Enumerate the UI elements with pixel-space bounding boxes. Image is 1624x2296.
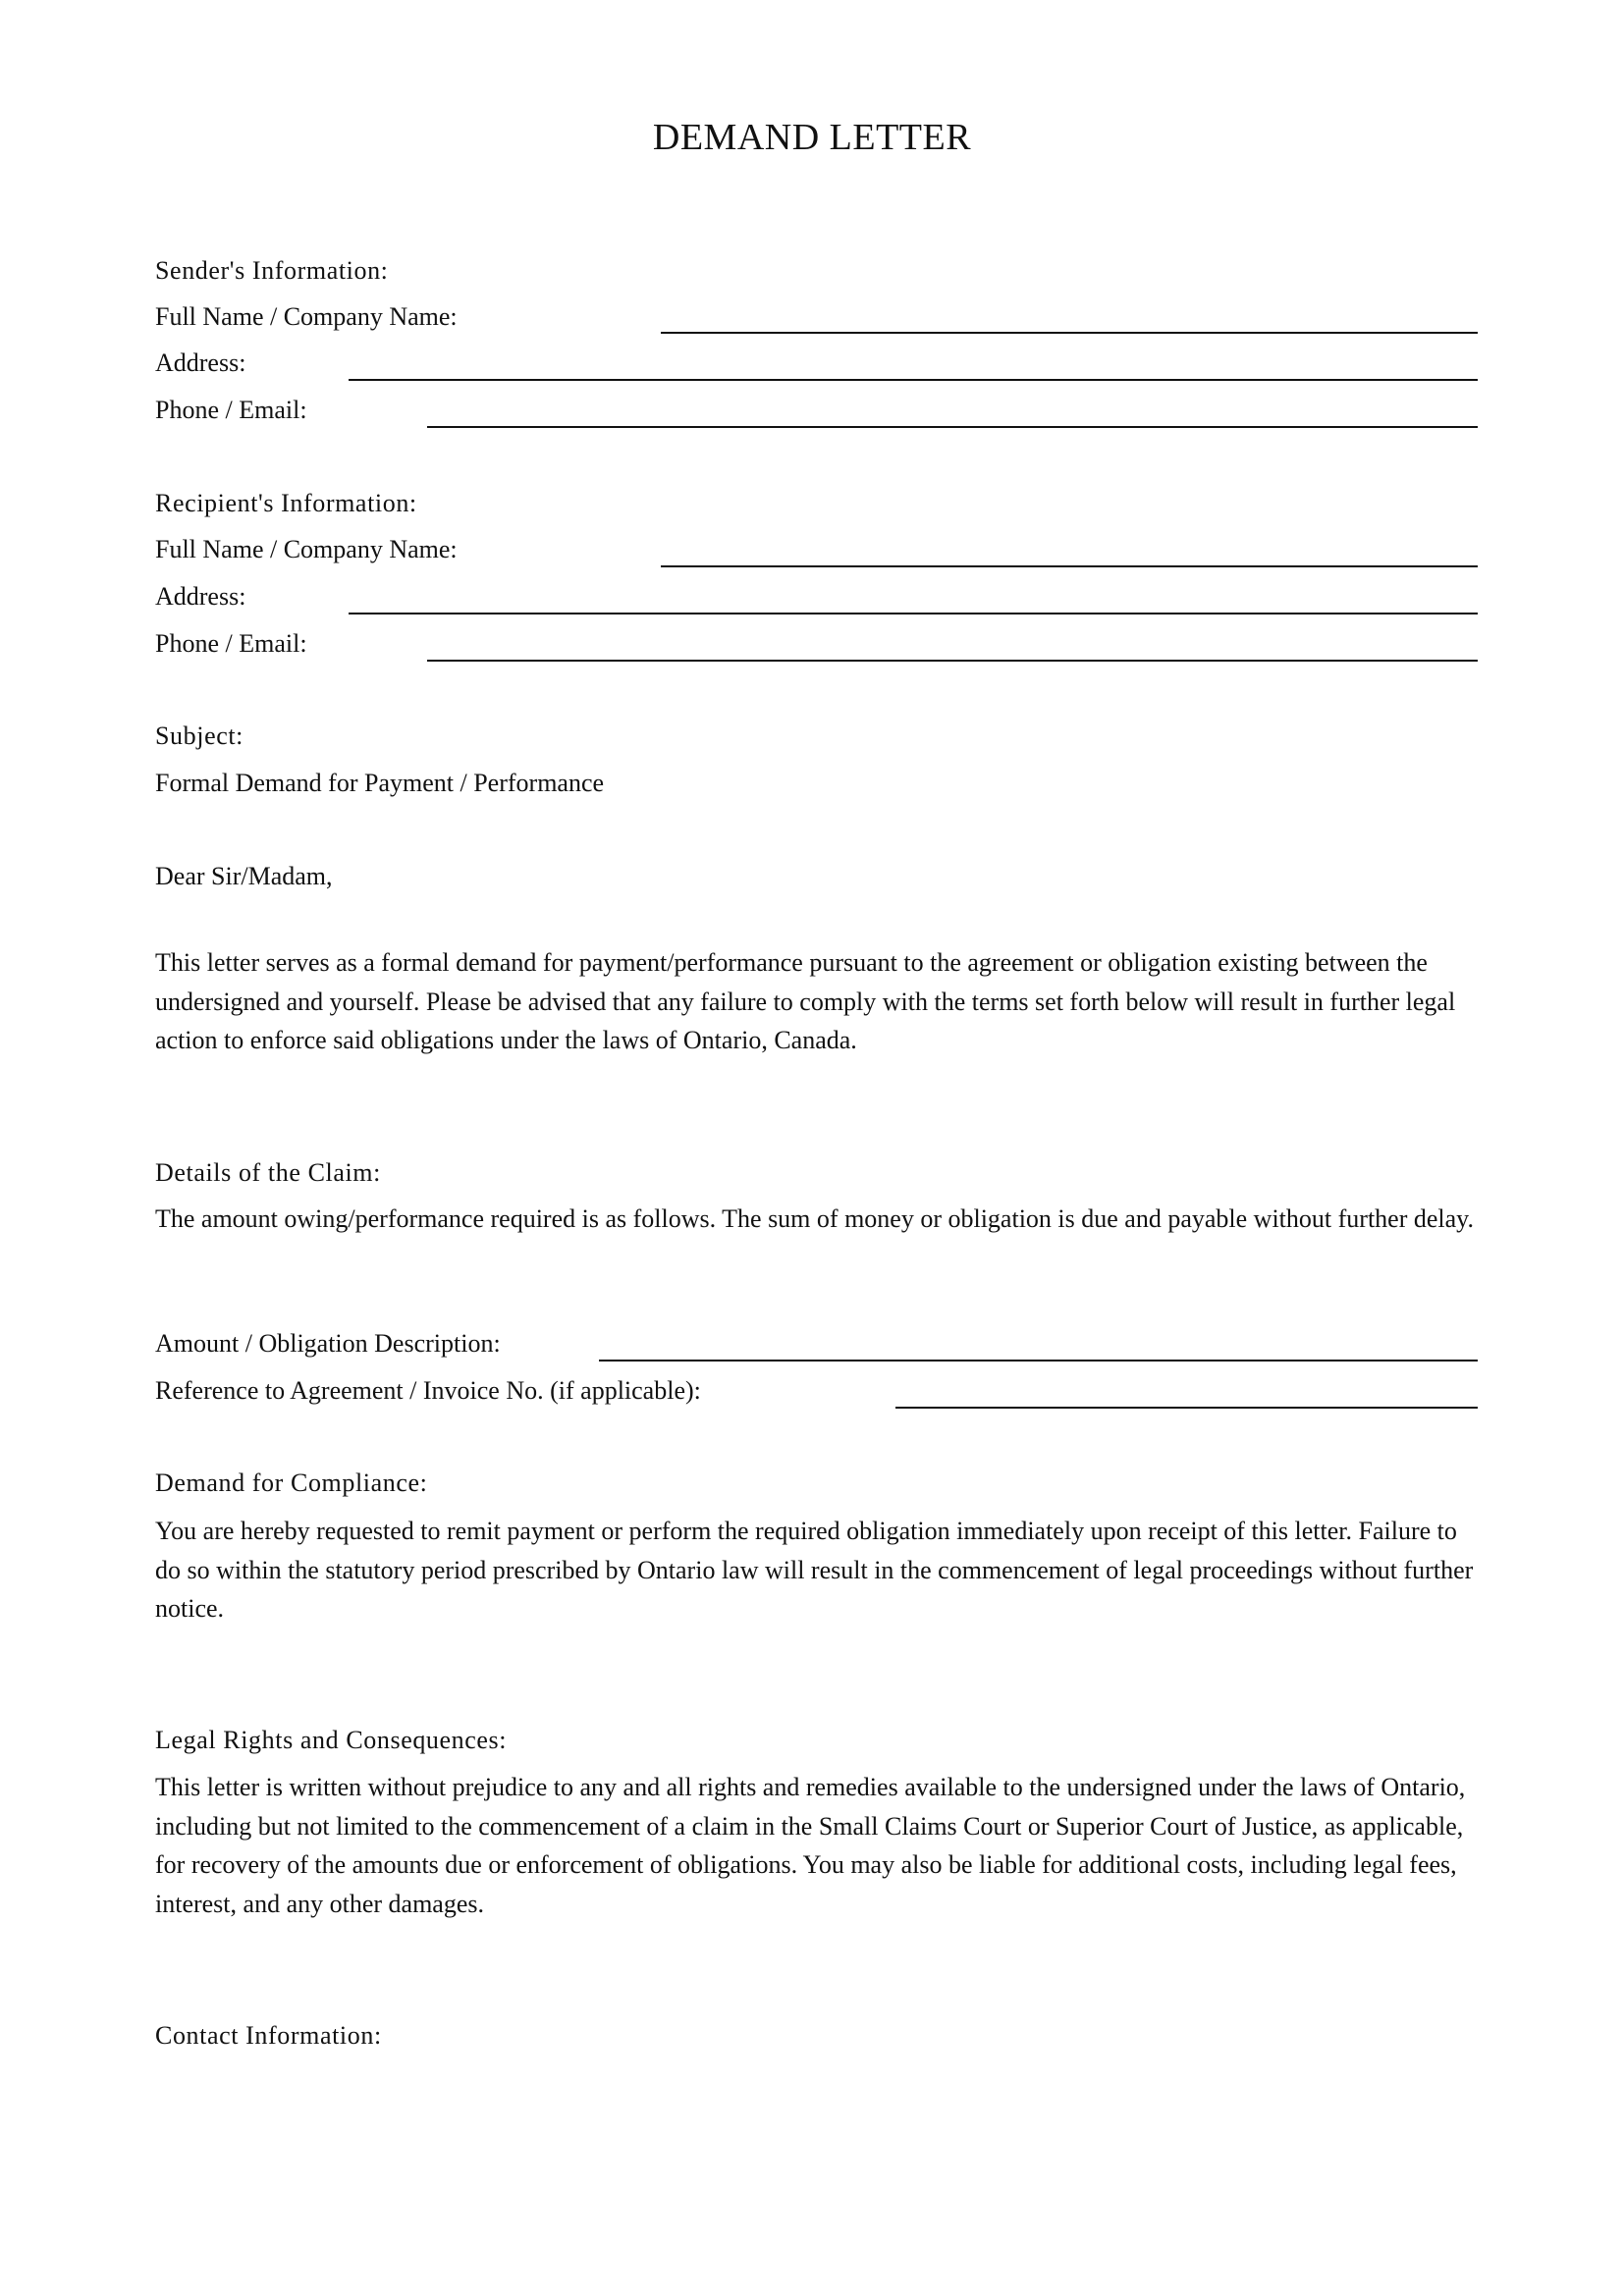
recipient-name-label: Full Name / Company Name: (155, 535, 458, 563)
subject-heading: Subject: (155, 721, 244, 750)
recipient-contact-label: Phone / Email: (155, 629, 307, 658)
salutation: Dear Sir/Madam, (155, 862, 333, 890)
compliance-paragraph: You are hereby requested to remit payment or perform the required obligation immediately upon receipt of this letter. Failure to do so within the statutory period prescribed by Ontario law will result in the commencement of legal proceedings without further notice. (155, 1517, 1474, 1623)
sender-address-field[interactable] (349, 379, 1478, 381)
sender-name-field[interactable] (661, 332, 1478, 334)
sender-contact-field[interactable] (427, 426, 1478, 428)
recipient-address-label: Address: (155, 582, 246, 611)
claim-heading: Details of the Claim: (155, 1158, 381, 1187)
intro-paragraph: This letter serves as a formal demand for payment/performance pursuant to the agreement or obligation existing between the undersigned and yourself. Please be advised that any failure to comply with the terms set forth below will result in further legal action to enforce said obligations under the laws of Ontario, Canada. (155, 948, 1456, 1054)
sender-heading: Sender's Information: (155, 256, 389, 285)
reference-field[interactable] (895, 1407, 1478, 1409)
amount-label: Amount / Obligation Description: (155, 1329, 501, 1358)
legal-paragraph: This letter is written without prejudice to any and all rights and remedies available to the undersigned under the laws of Ontario, including but not limited to the commencement of a claim in the Small Claims Court or Superior Court of Justice, as applicable, for recovery of the amounts due or enforcement of obligations. You may also be liable for additional costs, including legal fees, interest, and any other damages. (155, 1773, 1466, 1918)
contact-heading: Contact Information: (155, 2021, 382, 2050)
subject-text: Formal Demand for Payment / Performance (155, 769, 605, 797)
recipient-contact-field[interactable] (427, 660, 1478, 662)
legal-heading: Legal Rights and Consequences: (155, 1726, 508, 1754)
reference-label: Reference to Agreement / Invoice No. (if applicable): (155, 1376, 701, 1405)
sender-name-label: Full Name / Company Name: (155, 302, 458, 331)
sender-contact-label: Phone / Email: (155, 396, 307, 424)
recipient-heading: Recipient's Information: (155, 489, 417, 517)
claim-paragraph: The amount owing/performance required is as follows. The sum of money or obligation is due and payable without further delay. (155, 1204, 1474, 1233)
amount-field[interactable] (599, 1360, 1478, 1362)
compliance-heading: Demand for Compliance: (155, 1468, 428, 1497)
sender-address-label: Address: (155, 348, 246, 377)
recipient-address-field[interactable] (349, 613, 1478, 614)
recipient-name-field[interactable] (661, 565, 1478, 567)
document-title: DEMAND LETTER (652, 117, 972, 158)
